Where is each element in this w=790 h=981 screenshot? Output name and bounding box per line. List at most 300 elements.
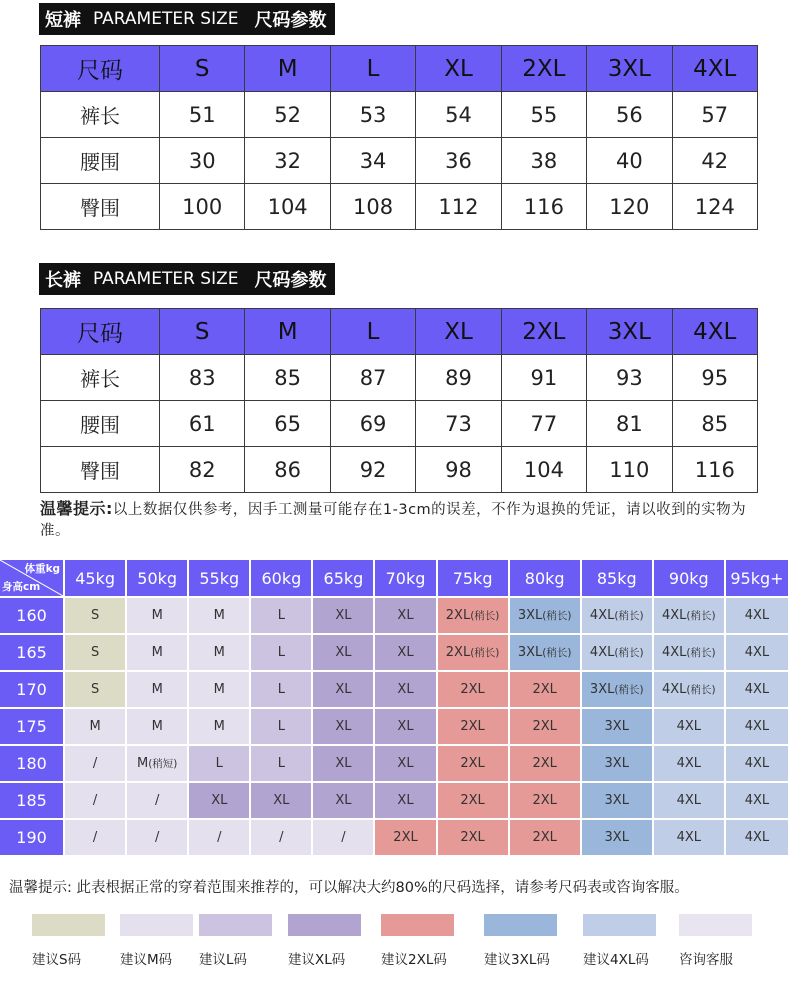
suggested-size: / xyxy=(279,830,284,845)
suggested-size: 4XL xyxy=(744,682,770,697)
measurement-note-text: 以上数据仅供参考，因手工测量可能存在1-3cm的误差，不作为退换的凭证，请以收到的实物为准。 xyxy=(40,502,747,539)
measurement-value: 89 xyxy=(416,355,501,401)
suggested-size: 3XL xyxy=(589,682,615,697)
height-row xyxy=(0,746,790,783)
measurement-value: 57 xyxy=(672,92,757,138)
size-row xyxy=(41,138,758,184)
size-suggestion-cell xyxy=(654,746,726,783)
size-header-cell: L xyxy=(330,46,415,92)
size-suggestion-cell xyxy=(313,709,375,746)
size-suggestion-cell xyxy=(726,820,790,857)
measurement-value: 85 xyxy=(672,401,757,447)
height-row xyxy=(0,672,790,709)
suggested-size: XL xyxy=(335,645,352,660)
suggested-size: M xyxy=(136,756,149,771)
suggested-size: / xyxy=(92,793,98,808)
size-suggestion-cell xyxy=(65,709,127,746)
suggested-size: M xyxy=(151,682,163,697)
size-suggestion-cell xyxy=(127,635,189,672)
size-suggestion-cell xyxy=(375,820,437,857)
size-suggestion-cell xyxy=(726,598,790,635)
corner-weight-label: 体重kg xyxy=(24,563,61,575)
suggested-size: XL xyxy=(397,793,414,808)
measurement-value: 85 xyxy=(245,355,330,401)
size-suggestion-cell xyxy=(313,598,375,635)
suggested-size: XL xyxy=(273,793,290,808)
suggested-size: 2XL xyxy=(532,719,557,734)
legend-item xyxy=(679,914,789,968)
suggested-size: M xyxy=(151,608,163,623)
height-label: 175 xyxy=(0,709,65,746)
weight-header-cell: 70kg xyxy=(375,560,437,598)
suggested-size: M xyxy=(213,682,225,697)
fit-note: (稍长) xyxy=(686,610,716,622)
measurement-value: 98 xyxy=(416,447,501,493)
fit-note: (稍长) xyxy=(542,647,572,659)
measurement-value: 65 xyxy=(245,401,330,447)
suggested-size: 4XL xyxy=(662,645,687,660)
size-suggestion-cell xyxy=(582,635,654,672)
legend-swatch xyxy=(484,914,557,936)
fit-note: (稍短) xyxy=(148,758,178,770)
weight-header-cell: 60kg xyxy=(251,560,313,598)
measurement-value: 81 xyxy=(587,401,672,447)
legend-swatch xyxy=(120,914,193,936)
size-row xyxy=(41,184,758,230)
size-suggestion-cell xyxy=(251,709,313,746)
size-suggestion-cell xyxy=(189,820,251,857)
suggested-size: M xyxy=(89,719,101,734)
suggested-size: 4XL xyxy=(662,682,687,697)
measurement-value: 92 xyxy=(330,447,415,493)
weight-header-cell: 50kg xyxy=(127,560,189,598)
size-suggestion-cell xyxy=(726,635,790,672)
size-header-label: 尺码 xyxy=(41,46,160,92)
measurement-value: 36 xyxy=(416,138,501,184)
size-suggestion-cell xyxy=(510,598,582,635)
suggested-size: 3XL xyxy=(604,719,629,734)
height-row xyxy=(0,820,790,857)
size-suggestion-cell xyxy=(510,635,582,672)
size-suggestion-cell xyxy=(510,783,582,820)
size-suggestion-cell xyxy=(65,783,127,820)
size-suggestion-cell xyxy=(510,820,582,857)
size-suggestion-cell xyxy=(438,672,510,709)
size-suggestion-cell xyxy=(582,783,654,820)
measurement-value: 56 xyxy=(587,92,672,138)
size-suggestion-cell xyxy=(251,635,313,672)
measurement-value: 34 xyxy=(330,138,415,184)
suggested-size: 2XL xyxy=(532,793,557,808)
suggested-size: XL xyxy=(335,682,352,697)
legend-item xyxy=(381,914,491,968)
size-suggestion-cell xyxy=(654,709,726,746)
size-suggestion-cell xyxy=(251,672,313,709)
height-label: 185 xyxy=(0,783,65,820)
size-suggestion-cell xyxy=(582,672,654,709)
measurement-value: 86 xyxy=(245,447,330,493)
size-suggestion-cell xyxy=(654,820,726,857)
height-label: 180 xyxy=(0,746,65,783)
height-label: 170 xyxy=(0,672,65,709)
size-header-cell: M xyxy=(245,46,330,92)
size-suggestion-cell xyxy=(582,598,654,635)
suggested-size: XL xyxy=(397,756,414,771)
size-suggestion-cell xyxy=(189,709,251,746)
size-suggestion-cell xyxy=(251,820,313,857)
shorts-title-en: PARAMETER SIZE xyxy=(93,9,239,29)
measurement-note xyxy=(40,498,770,542)
size-suggestion-cell xyxy=(375,746,437,783)
size-suggestion-cell xyxy=(189,783,251,820)
size-suggestion-cell xyxy=(251,598,313,635)
measurement-value: 30 xyxy=(160,138,245,184)
size-suggestion-cell xyxy=(726,746,790,783)
size-suggestion-cell xyxy=(726,672,790,709)
suggested-size: L xyxy=(277,756,285,771)
measurement-value: 82 xyxy=(160,447,245,493)
corner-height-label: 身高cm xyxy=(2,581,41,593)
fit-note: (稍长) xyxy=(542,610,572,622)
suggested-size: 4XL xyxy=(662,608,687,623)
measurement-value: 91 xyxy=(501,355,586,401)
measurement-value: 52 xyxy=(245,92,330,138)
suggested-size: L xyxy=(215,756,223,771)
suggested-size: 3XL xyxy=(604,756,629,771)
suggested-size: M xyxy=(151,645,163,660)
size-header-cell: 4XL xyxy=(672,46,757,92)
measurement-value: 93 xyxy=(587,355,672,401)
weight-header-cell: 90kg xyxy=(654,560,726,598)
size-suggestion-cell xyxy=(375,672,437,709)
suggested-size: XL xyxy=(211,793,228,808)
suggested-size: L xyxy=(277,682,285,697)
suggested-size: 2XL xyxy=(460,793,485,808)
suggested-size: XL xyxy=(397,719,414,734)
suggested-size: 4XL xyxy=(744,608,770,623)
suggested-size: L xyxy=(277,608,285,623)
size-suggestion-cell xyxy=(127,598,189,635)
legend-label: 建议4XL码 xyxy=(583,952,649,968)
height-row xyxy=(0,709,790,746)
measurement-label: 裤长 xyxy=(41,92,160,138)
measurement-value: 69 xyxy=(330,401,415,447)
size-header-cell: 3XL xyxy=(587,309,672,355)
shorts-size-table xyxy=(40,45,758,230)
measurement-value: 53 xyxy=(330,92,415,138)
suggested-size: / xyxy=(92,830,98,845)
measurement-value: 108 xyxy=(330,184,415,230)
measurement-value: 112 xyxy=(416,184,501,230)
suggested-size: XL xyxy=(397,608,414,623)
measurement-label: 腰围 xyxy=(41,401,160,447)
measurement-note-lead: 温馨提示: xyxy=(40,499,113,518)
suggested-size: 2XL xyxy=(532,830,557,845)
height-label: 165 xyxy=(0,635,65,672)
suggested-size: L xyxy=(277,645,285,660)
measurement-value: 61 xyxy=(160,401,245,447)
size-suggestion-cell xyxy=(375,709,437,746)
size-suggestion-cell xyxy=(65,820,127,857)
size-header-row xyxy=(41,309,758,355)
fit-note: (稍长) xyxy=(470,610,500,622)
legend-swatch xyxy=(199,914,272,936)
size-suggestion-cell xyxy=(438,746,510,783)
suggested-size: M xyxy=(213,645,225,660)
size-suggestion-cell xyxy=(313,672,375,709)
suggested-size: / xyxy=(155,830,160,845)
size-header-cell: XL xyxy=(416,309,501,355)
fit-note: (稍长) xyxy=(686,647,716,659)
suggested-size: S xyxy=(90,645,100,660)
suggested-size: 4XL xyxy=(744,719,770,734)
weight-header-cell: 65kg xyxy=(313,560,375,598)
shorts-title-cn2: 尺码参数 xyxy=(254,10,327,31)
size-suggestion-cell xyxy=(65,635,127,672)
size-suggestion-cell xyxy=(438,635,510,672)
size-suggestion-cell xyxy=(654,635,726,672)
size-row xyxy=(41,401,758,447)
suggested-size: 3XL xyxy=(517,645,543,660)
legend-label: 建议S码 xyxy=(32,952,82,968)
suggested-size: M xyxy=(213,719,225,734)
size-suggestion-cell xyxy=(726,783,790,820)
legend-label: 咨询客服 xyxy=(679,952,733,968)
suggested-size: 2XL xyxy=(393,830,418,845)
suggested-size: / xyxy=(155,793,160,808)
pants-title-cn: 长裤 xyxy=(45,270,81,291)
size-suggestion-cell xyxy=(189,635,251,672)
measurement-value: 54 xyxy=(416,92,501,138)
size-suggestion-cell xyxy=(65,598,127,635)
size-header-cell: XL xyxy=(416,46,501,92)
weight-header-cell: 45kg xyxy=(65,560,127,598)
measurement-value: 40 xyxy=(587,138,672,184)
height-row xyxy=(0,635,790,672)
measurement-value: 104 xyxy=(245,184,330,230)
size-suggestion-cell xyxy=(127,746,189,783)
legend-swatch xyxy=(583,914,656,936)
fit-note: (稍长) xyxy=(686,684,716,696)
size-suggestion-cell xyxy=(313,635,375,672)
size-suggestion-cell xyxy=(582,746,654,783)
suggested-size: 4XL xyxy=(744,793,770,808)
suggested-size: 2XL xyxy=(460,719,485,734)
measurement-value: 51 xyxy=(160,92,245,138)
measurement-value: 104 xyxy=(501,447,586,493)
size-suggestion-cell xyxy=(189,598,251,635)
table-corner xyxy=(0,560,65,598)
size-suggestion-cell xyxy=(65,746,127,783)
weight-header-cell: 55kg xyxy=(189,560,251,598)
pants-title xyxy=(39,263,335,295)
size-suggestion-cell xyxy=(313,746,375,783)
size-recommendation-table xyxy=(0,560,790,857)
height-label: 160 xyxy=(0,598,65,635)
suggested-size: XL xyxy=(397,682,414,697)
suggested-size: 4XL xyxy=(676,793,702,808)
suggested-size: 4XL xyxy=(744,830,770,845)
shorts-title-cn: 短裤 xyxy=(45,10,81,31)
size-suggestion-cell xyxy=(726,709,790,746)
measurement-label: 裤长 xyxy=(41,355,160,401)
size-row xyxy=(41,92,758,138)
suggested-size: / xyxy=(341,830,346,845)
size-header-cell: L xyxy=(330,309,415,355)
measurement-label: 臀围 xyxy=(41,184,160,230)
size-suggestion-cell xyxy=(654,783,726,820)
suggested-size: 2XL xyxy=(460,682,485,697)
size-suggestion-cell xyxy=(510,672,582,709)
size-suggestion-cell xyxy=(313,783,375,820)
size-suggestion-cell xyxy=(438,709,510,746)
size-suggestion-cell xyxy=(127,783,189,820)
suggested-size: M xyxy=(151,719,163,734)
measurement-value: 116 xyxy=(501,184,586,230)
size-suggestion-cell xyxy=(438,783,510,820)
suggested-size: 3XL xyxy=(604,793,629,808)
suggested-size: XL xyxy=(335,608,352,623)
size-suggestion-cell xyxy=(654,672,726,709)
height-label: 190 xyxy=(0,820,65,857)
measurement-label: 腰围 xyxy=(41,138,160,184)
size-header-cell: 2XL xyxy=(501,309,586,355)
size-suggestion-cell xyxy=(251,783,313,820)
weight-header-cell: 85kg xyxy=(582,560,654,598)
size-suggestion-cell xyxy=(375,598,437,635)
legend-label: 建议2XL码 xyxy=(381,952,447,968)
suggested-size: 2XL xyxy=(460,830,485,845)
legend-swatch xyxy=(32,914,105,936)
size-suggestion-cell xyxy=(510,709,582,746)
weight-header-cell: 80kg xyxy=(510,560,582,598)
suggested-size: / xyxy=(217,830,222,845)
size-suggestion-cell xyxy=(127,709,189,746)
height-row xyxy=(0,598,790,635)
pants-size-table xyxy=(40,308,758,493)
size-suggestion-cell xyxy=(438,598,510,635)
size-suggestion-cell xyxy=(251,746,313,783)
suggested-size: S xyxy=(90,608,100,623)
weight-header-cell: 95kg+ xyxy=(726,560,790,598)
legend-label: 建议M码 xyxy=(120,952,173,968)
measurement-value: 100 xyxy=(160,184,245,230)
size-row xyxy=(41,447,758,493)
size-header-cell: S xyxy=(160,46,245,92)
suggested-size: 2XL xyxy=(532,682,557,697)
legend-label: 建议L码 xyxy=(199,952,248,968)
size-suggestion-cell xyxy=(189,672,251,709)
fit-note: (稍长) xyxy=(614,647,644,659)
suggested-size: 4XL xyxy=(589,608,615,623)
measurement-value: 73 xyxy=(416,401,501,447)
size-header-cell: 4XL xyxy=(672,309,757,355)
size-row xyxy=(41,355,758,401)
size-suggestion-cell xyxy=(654,598,726,635)
measurement-value: 77 xyxy=(501,401,586,447)
size-suggestion-cell xyxy=(438,820,510,857)
measurement-value: 32 xyxy=(245,138,330,184)
height-row xyxy=(0,783,790,820)
size-header-label: 尺码 xyxy=(41,309,160,355)
suggested-size: XL xyxy=(397,645,414,660)
suggested-size: 2XL xyxy=(460,756,485,771)
suggested-size: 2XL xyxy=(445,645,471,660)
weight-header-cell: 75kg xyxy=(438,560,510,598)
suggested-size: 2XL xyxy=(532,756,557,771)
suggested-size: 3XL xyxy=(604,830,629,845)
size-suggestion-cell xyxy=(582,820,654,857)
suggested-size: 4XL xyxy=(676,719,702,734)
color-legend xyxy=(0,914,790,974)
fit-note: (稍长) xyxy=(614,684,644,696)
size-header-cell: S xyxy=(160,309,245,355)
legend-item xyxy=(484,914,594,968)
legend-swatch xyxy=(679,914,752,936)
size-suggestion-cell xyxy=(65,672,127,709)
suggested-size: 2XL xyxy=(445,608,471,623)
fit-note: (稍长) xyxy=(614,610,644,622)
legend-swatch xyxy=(288,914,361,936)
size-header-cell: 2XL xyxy=(501,46,586,92)
pants-title-en: PARAMETER SIZE xyxy=(93,269,239,289)
legend-label: 建议XL码 xyxy=(288,952,346,968)
size-suggestion-cell xyxy=(375,783,437,820)
suggested-size: XL xyxy=(335,756,352,771)
measurement-label: 臀围 xyxy=(41,447,160,493)
size-header-row xyxy=(41,46,758,92)
suggested-size: S xyxy=(90,682,100,697)
suggested-size: L xyxy=(277,719,285,734)
measurement-value: 55 xyxy=(501,92,586,138)
suggested-size: / xyxy=(92,756,98,771)
suggested-size: 4XL xyxy=(744,756,770,771)
measurement-value: 42 xyxy=(672,138,757,184)
size-suggestion-cell xyxy=(189,746,251,783)
measurement-value: 110 xyxy=(587,447,672,493)
suggested-size: 4XL xyxy=(589,645,615,660)
size-header-cell: 3XL xyxy=(587,46,672,92)
legend-label: 建议3XL码 xyxy=(484,952,550,968)
suggested-size: XL xyxy=(335,793,352,808)
measurement-value: 83 xyxy=(160,355,245,401)
size-suggestion-cell xyxy=(375,635,437,672)
suggested-size: XL xyxy=(335,719,352,734)
pants-title-cn2: 尺码参数 xyxy=(254,270,327,291)
size-header-cell: M xyxy=(245,309,330,355)
fit-note: (稍长) xyxy=(470,647,500,659)
shorts-title xyxy=(39,3,335,35)
recommendation-note: 温馨提示: 此表根据正常的穿着范围来推荐的，可以解决大约80%的尺码选择，请参考尺码表或咨询客服。 xyxy=(9,880,689,896)
size-suggestion-cell xyxy=(510,746,582,783)
legend-swatch xyxy=(381,914,454,936)
measurement-value: 95 xyxy=(672,355,757,401)
size-suggestion-cell xyxy=(127,820,189,857)
legend-item xyxy=(583,914,693,968)
measurement-value: 124 xyxy=(672,184,757,230)
suggested-size: 4XL xyxy=(676,830,702,845)
measurement-value: 120 xyxy=(587,184,672,230)
suggested-size: 4XL xyxy=(744,645,770,660)
size-suggestion-cell xyxy=(127,672,189,709)
suggested-size: 4XL xyxy=(676,756,702,771)
suggested-size: 3XL xyxy=(517,608,543,623)
weight-header-row xyxy=(0,560,790,598)
measurement-value: 87 xyxy=(330,355,415,401)
size-suggestion-cell xyxy=(313,820,375,857)
suggested-size: M xyxy=(213,608,225,623)
size-suggestion-cell xyxy=(582,709,654,746)
